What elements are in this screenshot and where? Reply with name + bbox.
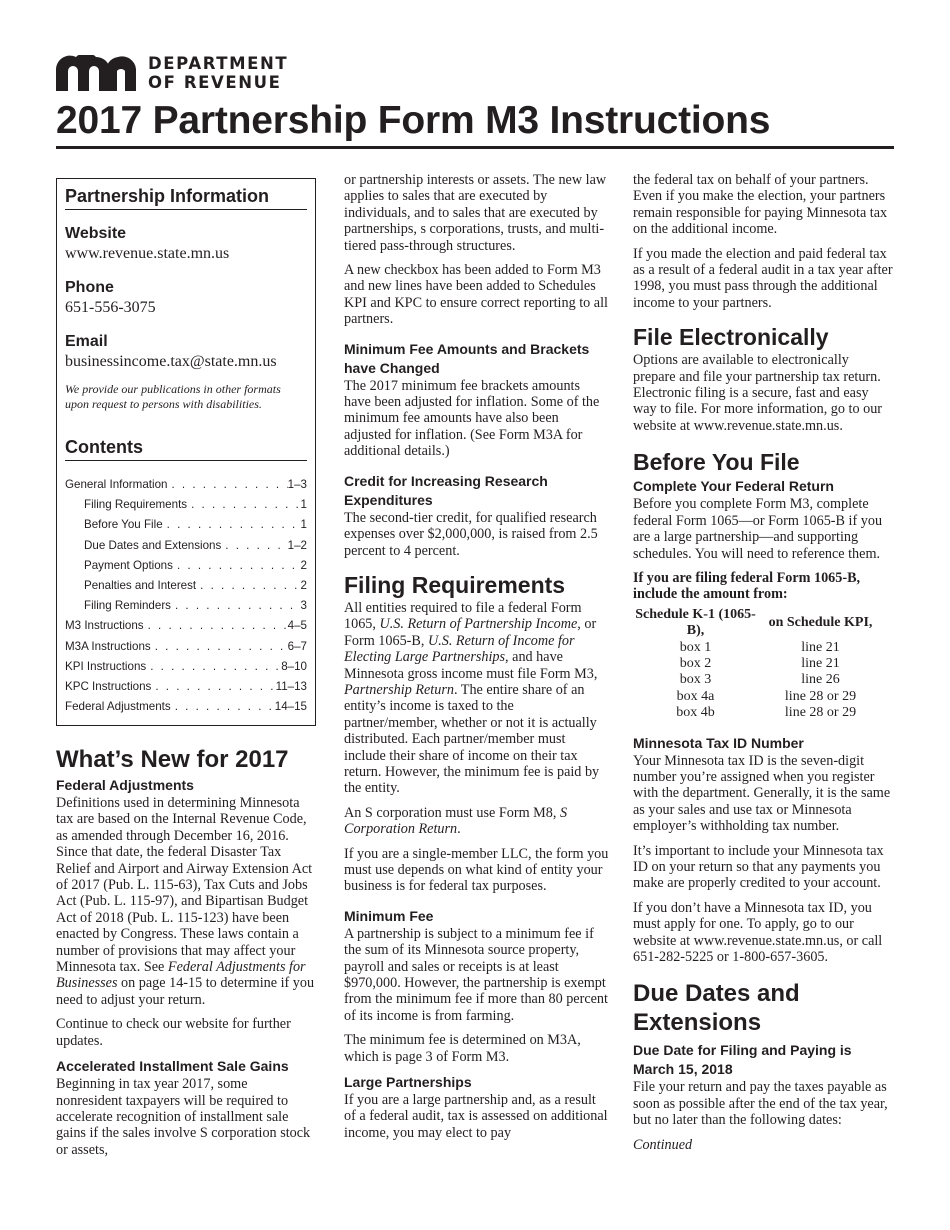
- toc-item-title: Filing Requirements: [84, 498, 188, 512]
- table-row: [633, 705, 883, 721]
- toc-item-page: 1: [300, 518, 307, 532]
- schedule-mapping-table: [633, 607, 883, 722]
- table-cell-left: box 4b: [676, 705, 715, 721]
- toc-leader-dots: [221, 536, 287, 556]
- large-partnerships-paragraph: If you are a large partnership and, as a result of a federal audit, tax is assessed on additional income, you may elect to pay: [344, 1092, 608, 1141]
- continued-note: Continued: [633, 1136, 693, 1153]
- toc-item-title: Due Dates and Extensions: [84, 538, 222, 552]
- toc-item-page: 1–2: [287, 538, 307, 552]
- table-cell-left: box 4a: [676, 688, 715, 704]
- table-row: [633, 672, 883, 688]
- toc-item-page: 8–10: [281, 659, 307, 673]
- column-3: [633, 172, 893, 1161]
- toc-item-title: M3 Instructions: [65, 619, 144, 633]
- federal-adjustments-heading: Federal Adjustments: [56, 777, 194, 793]
- table-cell-right: line 28 or 29: [784, 705, 857, 721]
- federal-adjustments-paragraph: Definitions used in determining Minnesota tax are based on the Internal Revenue Code, as amended through December 16, 2016. Since that date, the federal Disaster Tax Relief and Airport and Airway Extension Act of 2017 (Pub. L. 115-63), Tax Cuts and Jobs Act (Pub. L. 115-97), and Bipartisan Budget Act of 2018 (Pub. L. 115-123) have been enacted by Congress. These laws contain a number of provisions that may affect your Minnesota tax. See Federal Adjustments for Businesses on page 14-15 to determine if you need to adjust your return.: [56, 795, 315, 1008]
- toc-item-title: M3A Instructions: [65, 639, 151, 653]
- toc-item-title: KPC Instructions: [65, 680, 152, 694]
- toc-item-page: 3: [300, 599, 307, 613]
- due-date-subheading: Due Date for Filing and Paying is March 15, 2018: [633, 1042, 852, 1078]
- checkbox-paragraph: A new checkbox has been added to Form M3 and new lines have been added to Schedules KPI and KPC to ensure correct reporting to all partners.: [344, 262, 608, 328]
- due-dates-heading: Due Dates and Extensions: [633, 980, 800, 1037]
- table-cell-left: box 3: [679, 672, 712, 688]
- title-rule: [56, 146, 894, 149]
- table-cell-right: line 21: [801, 639, 840, 655]
- minimum-fee-heading: Minimum Fee: [344, 907, 434, 924]
- contents-heading: Contents: [65, 436, 307, 461]
- mn-department-logo: [56, 55, 136, 91]
- column-1: [56, 745, 316, 1166]
- toc-item-page: 4–5: [287, 619, 307, 633]
- toc-item[interactable]: [65, 657, 307, 677]
- table-header-right: on Schedule KPI,: [768, 614, 873, 630]
- website-label: Website: [65, 225, 127, 242]
- complete-federal-return-paragraph: Before you complete Form M3, complete federal Form 1065—or Form 1065-B if you are a large partnership—and supporting schedules. You will need to reference them.: [633, 496, 883, 562]
- table-row: [633, 640, 883, 656]
- large-partnerships-paragraph-2: If you made the election and paid federal tax as a result of a federal audit in a tax year after 1998, you must pass through the additional income to your partners.: [633, 245, 893, 311]
- minimum-fee-paragraph-2: The minimum fee is determined on M3A, which is page 3 of Form M3.: [344, 1032, 581, 1065]
- info-heading: Partnership Information: [65, 185, 307, 210]
- filing-requirements-heading: Filing Requirements: [344, 571, 566, 598]
- llc-paragraph: If you are a single-member LLC, the form you must use depends on what kind of entity your business is for federal tax purposes.: [344, 845, 609, 895]
- column-2: [344, 172, 609, 1149]
- minimum-fee-paragraph-1: A partnership is subject to a minimum fee if the sum of its Minnesota source property, payroll and sales or receipts is at least $970,000. However, the partnership is exempt from the minimum fee if more than 80 percent of its income is from farming.: [344, 925, 608, 1024]
- filing-requirements-paragraph: All entities required to file a federal Form 1065, U.S. Return of Partnership Income, or Form 1065-B, U.S. Return of Income for Electing Large Partnerships, and have Minnesota gross income must file Form M3, Partnership Return. The entire share of an entity’s income is taxed to the partner/member, whether or not it is actually distributed. Each partner/member must include their share of income on their tax return. However, the minimum fee is paid by the entity.: [344, 599, 600, 797]
- minimum-fee-amounts-paragraph: The 2017 minimum fee brackets amounts have been adjusted for inflation. Some of the minimum fee amounts have also been adjusted for inflation. (See Form M3A for additional details.): [344, 377, 600, 460]
- toc-item[interactable]: [65, 515, 307, 535]
- toc-leader-dots: [171, 697, 275, 717]
- toc-item[interactable]: [65, 596, 307, 616]
- research-credit-paragraph: The second-tier credit, for qualified research expenses over $2,000,000, is raised from 2.5 percent to 4 percent.: [344, 509, 598, 559]
- file-electronically-heading: File Electronically: [633, 324, 829, 351]
- table-cell-right: line 21: [801, 655, 840, 671]
- toc-leader-dots: [171, 596, 301, 616]
- accelerated-installment-paragraph: Beginning in tax year 2017, some nonresident taxpayers will be required to accelerate recognition of installment sale gains if the sales involve S corporation stock or assets,: [56, 1076, 311, 1158]
- toc-item[interactable]: [65, 616, 307, 636]
- toc-leader-dots: [187, 495, 300, 515]
- email-value[interactable]: businessincome.tax@state.mn.us: [65, 353, 277, 370]
- accelerated-installment-heading: Accelerated Installment Sale Gains: [56, 1058, 289, 1075]
- toc-item-page: 1–3: [287, 478, 307, 491]
- toc-leader-dots: [151, 677, 275, 697]
- table-cell-right: line 28 or 29: [784, 688, 857, 704]
- table-of-contents: [65, 475, 307, 717]
- department-line-1: DEPARTMENT: [148, 54, 289, 73]
- toc-item-title: Penalties and Interest: [84, 579, 197, 593]
- tax-id-paragraph-2: It’s important to include your Minnesota tax ID on your return so that any payments you make are properly credited to your account.: [633, 842, 884, 892]
- toc-leader-dots: [146, 657, 281, 677]
- tax-id-heading: Minnesota Tax ID Number: [633, 734, 804, 751]
- minimum-fee-amounts-heading: Minimum Fee Amounts and Brackets have Changed: [344, 340, 590, 376]
- toc-item-title: Filing Reminders: [84, 599, 171, 613]
- research-credit-heading: Credit for Increasing Research Expenditures: [344, 472, 548, 508]
- toc-leader-dots: [144, 616, 288, 636]
- toc-item[interactable]: [65, 475, 307, 495]
- form-1065b-instruction: If you are filing federal Form 1065-B, include the amount from:: [633, 569, 861, 603]
- whats-new-heading: What’s New for 2017: [56, 746, 289, 773]
- table-header-row: [633, 607, 883, 640]
- complete-federal-return-heading: Complete Your Federal Return: [633, 478, 834, 495]
- toc-item-title: Payment Options: [84, 558, 173, 572]
- partnership-info-box: [56, 178, 316, 726]
- accessibility-note: We provide our publications in other formats upon request to persons with disabilities.: [65, 382, 281, 411]
- toc-item-page: 2: [300, 558, 307, 572]
- large-partnerships-heading: Large Partnerships: [344, 1074, 472, 1091]
- file-electronically-paragraph: Options are available to electronically prepare and file your partnership tax return. Electronic filing is a secure, fast and easy way to file. For more information, go to our website at www.revenue.state.mn.us.: [633, 352, 883, 434]
- table-cell-left: box 1: [679, 639, 712, 655]
- toc-leader-dots: [196, 576, 300, 596]
- federal-adjustments-updates: Continue to check our website for further updates.: [56, 1016, 291, 1049]
- tax-id-paragraph-3: If you don’t have a Minnesota tax ID, you must apply for one. To apply, go to our website at www.revenue.state.mn.us, or call 651-282-5225 or 1-800-657-3605.: [633, 899, 883, 966]
- tax-id-paragraph-1: Your Minnesota tax ID is the seven-digit number you’re assigned when you register with the department. Generally, it is the same as your sales and use tax or Minnesota employer’s withholding tax number.: [633, 752, 891, 835]
- phone-label: Phone: [65, 279, 114, 296]
- toc-leader-dots: [167, 475, 287, 495]
- toc-item-title: Federal Adjustments: [65, 700, 171, 714]
- toc-item-title: General Information: [65, 478, 168, 491]
- toc-item-title: Before You File: [84, 518, 163, 532]
- phone-value: 651-556-3075: [65, 299, 156, 316]
- toc-item-page: 1: [300, 498, 307, 512]
- table-cell-left: box 2: [679, 655, 712, 671]
- department-name: [148, 54, 288, 92]
- table-cell-right: line 26: [801, 672, 840, 688]
- toc-leader-dots: [151, 637, 288, 657]
- table-row: [633, 689, 883, 705]
- toc-item[interactable]: [65, 576, 307, 596]
- toc-item-page: 11–13: [275, 680, 307, 694]
- website-value[interactable]: www.revenue.state.mn.us: [65, 245, 230, 262]
- toc-leader-dots: [163, 515, 301, 535]
- toc-item[interactable]: [65, 556, 307, 576]
- due-date-paragraph: File your return and pay the taxes payable as soon as possible after the end of the tax year, but no later than the following dates:: [633, 1079, 888, 1129]
- before-you-file-heading: Before You File: [633, 449, 800, 476]
- email-label: Email: [65, 333, 108, 350]
- toc-leader-dots: [173, 556, 301, 576]
- table-header-left: Schedule K-1 (1065-B),: [635, 606, 756, 639]
- toc-item[interactable]: [65, 536, 307, 556]
- toc-item-page: 14–15: [274, 700, 307, 714]
- accelerated-continued: or partnership interests or assets. The new law applies to sales that are executed by individuals, and to sales that are executed by partnerships, s corporations, trusts, and multi-tiered pass-through structures.: [344, 172, 607, 254]
- toc-item-page: 6–7: [287, 639, 307, 653]
- s-corp-paragraph: An S corporation must use Form M8, S Corporation Return.: [344, 804, 568, 838]
- department-line-2: OF REVENUE: [148, 73, 282, 92]
- table-row: [633, 656, 883, 672]
- page-title: 2017 Partnership Form M3 Instructions: [56, 99, 771, 142]
- toc-item[interactable]: [65, 697, 307, 717]
- toc-item[interactable]: [65, 677, 307, 697]
- toc-item-title: KPI Instructions: [65, 659, 147, 673]
- large-partnerships-continued: the federal tax on behalf of your partners. Even if you make the election, your partners remain responsible for paying Minnesota tax on the additional income.: [633, 172, 888, 238]
- toc-item[interactable]: [65, 495, 307, 515]
- toc-item[interactable]: [65, 637, 307, 657]
- toc-item-page: 2: [300, 579, 307, 593]
